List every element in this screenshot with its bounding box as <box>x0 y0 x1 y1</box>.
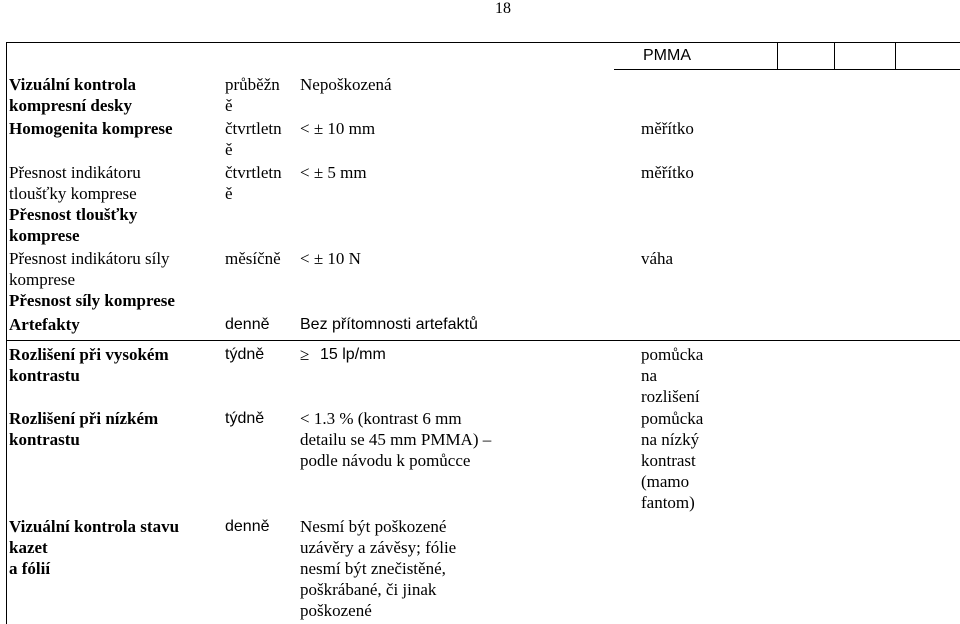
row-0-name-1: Vizuální kontrola <box>9 75 137 94</box>
row-6-tool-5: fantom) <box>641 493 695 512</box>
pmma-header: PMMA <box>643 47 691 64</box>
row-5-tool-1: pomůcka <box>641 345 704 364</box>
row-7-name-2: kazet <box>9 538 48 557</box>
row-1-tool: měřítko <box>641 119 694 138</box>
row-6-tool-3: kontrast <box>641 451 696 470</box>
row-3-name-1: Přesnost indikátoru síly <box>9 249 170 268</box>
row-3-name-2: komprese <box>9 270 76 289</box>
row-6-name-2: kontrastu <box>9 430 80 449</box>
row-1-freq-1: čtvrtletn <box>225 119 282 138</box>
header-col-divider-2 <box>834 42 835 70</box>
row-0-freq-1: průběžn <box>225 75 280 94</box>
row-2-name-bold-1: Přesnost tloušťky <box>9 205 138 224</box>
row-2-tolerance: < ± 5 mm <box>300 163 367 182</box>
row-7-tolerance-1: Nesmí být poškozené <box>300 517 447 536</box>
row-5-tolerance: 15 lp/mm <box>320 346 386 363</box>
row-6-tool-2: na nízký <box>641 430 700 449</box>
row-3-name-bold: Přesnost síly komprese <box>9 291 175 310</box>
header-col-divider-3 <box>895 42 896 70</box>
row-7-tolerance-2: uzávěry a závěsy; fólie <box>300 538 457 557</box>
row-5-tolerance-prefix: ≥ <box>300 345 310 364</box>
row-5-tool-3: rozlišení <box>641 387 700 406</box>
row-2-freq-1: čtvrtletn <box>225 163 282 182</box>
row-2-name-bold-2: komprese <box>9 226 80 245</box>
row-7-name-3: a fólií <box>9 559 51 578</box>
header-divider <box>614 69 960 70</box>
row-5-name-2: kontrastu <box>9 366 80 385</box>
row-7-freq: denně <box>225 518 270 535</box>
row-2-freq-2: ě <box>225 184 233 203</box>
row-3-freq: měsíčně <box>225 249 281 268</box>
row-6-tolerance-2: detailu se 45 mm PMMA) – <box>300 430 492 449</box>
row-7-tolerance-4: poškrábané, či jinak <box>300 580 437 599</box>
row-4-name: Artefakty <box>9 315 80 334</box>
row-2-tool: měřítko <box>641 163 694 182</box>
row-6-tool-4: (mamo <box>641 472 690 491</box>
row-2-name-1: Přesnost indikátoru <box>9 163 141 182</box>
page-number: 18 <box>495 0 511 17</box>
row-1-freq-2: ě <box>225 140 233 159</box>
row-6-tool-1: pomůcka <box>641 409 704 428</box>
row-7-tolerance-3: nesmí být znečistěné, <box>300 559 446 578</box>
row-1-tolerance: < ± 10 mm <box>300 119 376 138</box>
row-6-tolerance-1: < 1.3 % (kontrast 6 mm <box>300 409 462 428</box>
row-0-freq-2: ě <box>225 96 233 115</box>
row-4-freq: denně <box>225 316 270 333</box>
row-0-tolerance: Nepoškozená <box>300 75 392 94</box>
row-7-tolerance-5: poškozené <box>300 601 372 620</box>
row-6-name-1: Rozlišení při nízkém <box>9 409 159 428</box>
row-4-tolerance: Bez přítomnosti artefaktů <box>300 316 478 333</box>
row-5-tool-2: na <box>641 366 658 385</box>
table-top-border <box>6 42 960 43</box>
row-5-freq: týdně <box>225 346 265 363</box>
row-6-freq: týdně <box>225 410 265 427</box>
row-0-name-2: kompresní desky <box>9 96 132 115</box>
row-3-tolerance: < ± 10 N <box>300 249 361 268</box>
row-3-tool: váha <box>641 249 674 268</box>
table-left-border <box>6 42 7 624</box>
row-5-name-1: Rozlišení při vysokém <box>9 345 169 364</box>
row-6-tolerance-3: podle návodu k pomůcce <box>300 451 471 470</box>
table-section-divider <box>6 340 960 341</box>
row-2-name-2: tloušťky komprese <box>9 184 137 203</box>
row-7-name-1: Vizuální kontrola stavu <box>9 517 180 536</box>
row-1-name: Homogenita komprese <box>9 119 173 138</box>
header-col-divider-1 <box>777 42 778 70</box>
